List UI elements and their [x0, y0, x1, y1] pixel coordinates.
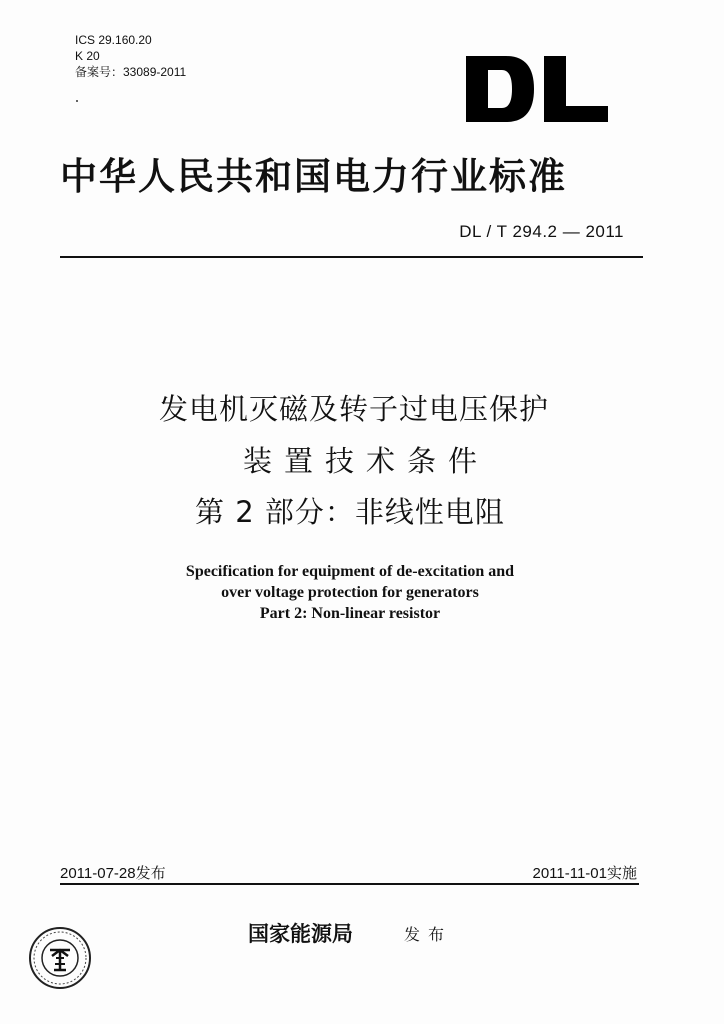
issue-date: 2011-07-28发布 [60, 865, 166, 882]
english-title-line-1: Specification for equipment of de-excitation and [185, 563, 515, 580]
standard-number: DL / T 294.2 — 2011 [459, 222, 624, 241]
chinese-title-line-1: 发电机灭磁及转子过电压保护 [158, 392, 549, 426]
bottom-divider [60, 883, 639, 885]
publisher-name: 国家能源局 [248, 921, 353, 946]
dl-logo [462, 54, 612, 124]
category-code: K 20 [75, 49, 100, 63]
english-title-line-3: Part 2: Non-linear resistor [259, 605, 441, 622]
industry-standard-title: 中华人民共和国电力行业标准 [60, 154, 567, 198]
classification-block [75, 32, 186, 80]
ics-code: ICS 29.160.20 [75, 33, 152, 47]
filing-number: 备案号：33089-2011 [75, 65, 187, 79]
publish-label: 发布 [404, 925, 453, 944]
chinese-title-line-2: 装置技术条件 [242, 444, 489, 478]
implementation-date: 2011-11-01实施 [532, 865, 637, 882]
top-divider [60, 256, 643, 258]
speck-mark [76, 100, 78, 102]
publisher-seal-icon [28, 926, 92, 990]
english-title-line-2: over voltage protection for generators [221, 584, 479, 601]
chinese-title-line-3: 第 2 部分：非线性电阻 [195, 495, 505, 529]
